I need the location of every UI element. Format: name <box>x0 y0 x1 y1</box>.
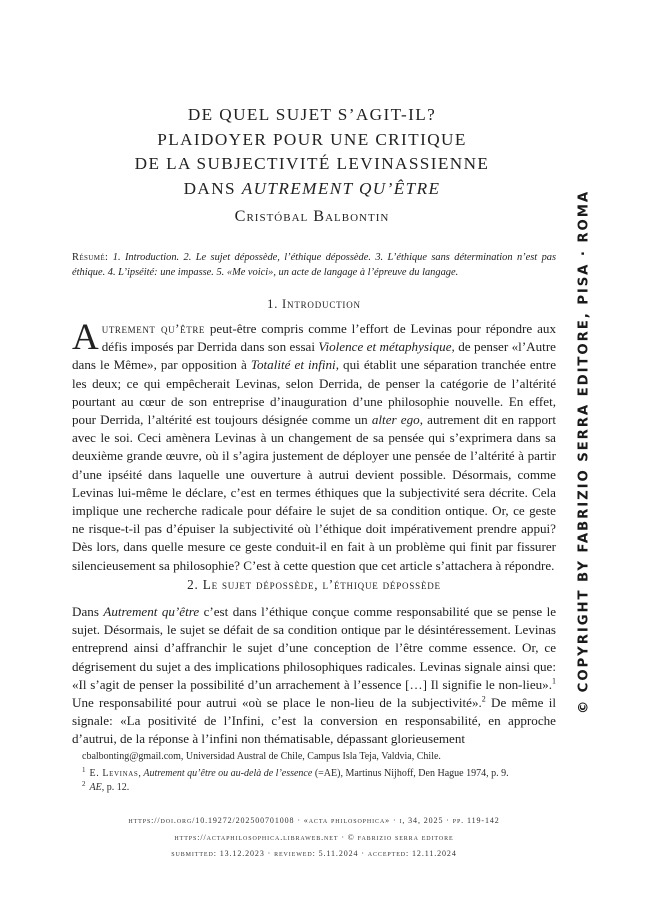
footnotes <box>72 750 556 795</box>
footer-dates-line: submitted: 13.12.2023 · reviewed: 5.11.2024 · accepted: 12.11.2024 <box>171 849 457 858</box>
s1-italic-2: Totalité et infini <box>250 357 336 373</box>
title-line-1: DE QUEL SUJET S’AGIT-IL? <box>187 105 437 124</box>
footnote-1-number: 1 <box>82 765 86 774</box>
abstract <box>72 250 556 280</box>
title-line-2: PLAIDOYER POUR UNE CRITIQUE <box>157 129 467 149</box>
s2-italic-1: Autrement qu’être <box>103 604 200 619</box>
page-footer <box>72 813 556 863</box>
s2-text-1: Dans <box>72 604 104 619</box>
footnote-1-rest: (=AE), Martinus Nijhoff, Den Hague 1974, p. 9. <box>312 768 509 779</box>
abstract-label: Résumé: <box>72 252 109 263</box>
footnote-ref-2[interactable]: 2 <box>481 694 486 704</box>
section-1-paragraph <box>72 317 557 575</box>
title-line-4 <box>70 177 554 202</box>
s1-text-4: , autrement dit en rapport avec le soi. Ceci amènera Levinas à un changement de sa pensée qui s’exprimera dans sa deuxième grande œuvre, où il s’agira justement de déployer une pensée de l’altérité à partir d’une ipséité dans laquelle une ouverture à autrui devient possible. Désormais, comme Levinas lui-même le déclare, c’est en termes éthiques que la subjectivité sera décrite. Cela implique une recherche radicale pour défaire le sujet de sa condition ontique. Or, ce geste ne risque-t-il pas d’épuiser la subjectivité où l’éthique doit impérativement prendre appui? Dès lors, dans quelle mesure ce geste conduit-il en fait à un problème qui finit par fissurer silencieusement sa philosophie? C’est à cette question que cet article s’attachera à répondre. <box>72 412 556 573</box>
title-line-4-italic: AUTREMENT QU’ÊTRE <box>241 178 441 198</box>
footnote-2 <box>72 781 556 795</box>
s2-text-4: De même il signale: «La positivité de l’Infini, c’est la conversion en responsabilité, en approche d’autrui, de la réponse à l’infini non thématisable, dépassant glorieusement <box>72 695 556 747</box>
section-1-heading: 1. Introduction <box>267 297 361 311</box>
title-line-3: DE LA SUBJECTIVITÉ LEVINASSIENNE <box>134 154 490 173</box>
footnote-1-author: E. Levinas <box>89 768 139 779</box>
author-affiliation: cbalbonting@gmail.com, Universidad Austral de Chile, Campus Isla Teja, Valdvia, Chile. <box>82 751 441 762</box>
opening-smallcaps: utrement qu’être <box>101 321 206 336</box>
abstract-text: 1. Introduction. 2. Le sujet dépossède, l’éthique dépossède. 3. L’éthique sans détermination n’est pas éthique. 4. L’ipséité: une impasse. 5. «Me voici», un acte de langage à l’épreuve du langage. <box>72 252 556 278</box>
footnote-2-rest: , p. 12. <box>101 782 130 793</box>
drop-cap: A <box>72 317 99 358</box>
s1-italic-3: alter ego <box>371 412 420 428</box>
section-2-heading: 2. Le sujet dépossède, l’éthique dépossède <box>187 577 441 592</box>
footer-url-line[interactable]: https://actaphilosophica.libraweb.net · © fabrizio serra editore <box>174 832 454 842</box>
s2-text-3: Une responsabilité pour autrui «où se place le non-lieu de la subjectivité». <box>72 695 482 711</box>
footnote-2-number: 2 <box>82 779 86 788</box>
article-title <box>70 103 554 201</box>
footnote-1-title: Autrement qu’être ou au-delà de l’essence <box>143 768 313 779</box>
section-2-paragraph <box>72 603 556 749</box>
title-line-4-prefix: DANS <box>183 178 242 198</box>
s1-text-2: de penser «l’Autre dans le Même», par opposition à <box>72 339 556 373</box>
copyright-sidebar <box>570 189 598 715</box>
footnote-ref-1[interactable]: 1 <box>552 676 556 686</box>
footnote-2-italic: AE <box>89 782 102 793</box>
footnote-1: $^1$ E. Levinas, Autrement qu’être ou au-delà de l’essence (=AE), Martinus Nijhoff, Den Hague 1974, p. 9. <box>82 765 509 779</box>
s2-text-2: c’est dans l’éthique conçue comme responsabilité que se pense le sujet. Désormais, le sujet se défait de sa condition ontique par le désintéressement. Levinas entreprend ainsi d’affranchir le sujet d’une conception de l’être comme essence. Or, ce dégrisement du sujet a des implications philosophiques radicales. Levinas signale ainsi que: «Il s’agit de penser la possibilité d’un arrachement à l’essence […] Il signifie le non-lieu». <box>72 604 557 692</box>
author-name: Cristóbal Balbontin <box>234 207 390 225</box>
s1-text-3: , qui établit une séparation tranchée entre les deux; ce qui empêcherait Levinas, selon Derrida, de penser la catégorie de l’altérité pourtant au cœur de son entreprise d’inauguration d’une philosophie nouvelle. En effet, pour Derrida, l’altérité est toujours désignée comme un <box>72 357 557 428</box>
s1-italic-1: Violence et métaphysique, <box>318 339 455 355</box>
s1-text-1: peut-être compris comme l’effort de Levinas pour répondre aux défis imposés par Derrida dans son essai <box>101 321 556 355</box>
footer-doi-line[interactable]: https://doi.org/10.19272/202500701008 · «acta philosophica» · i, 34, 2025 · pp. 119-142 <box>128 816 500 825</box>
copyright-notice: © COPYRIGHT BY FABRIZIO SERRA EDITORE, PISA · ROMA <box>576 189 592 715</box>
